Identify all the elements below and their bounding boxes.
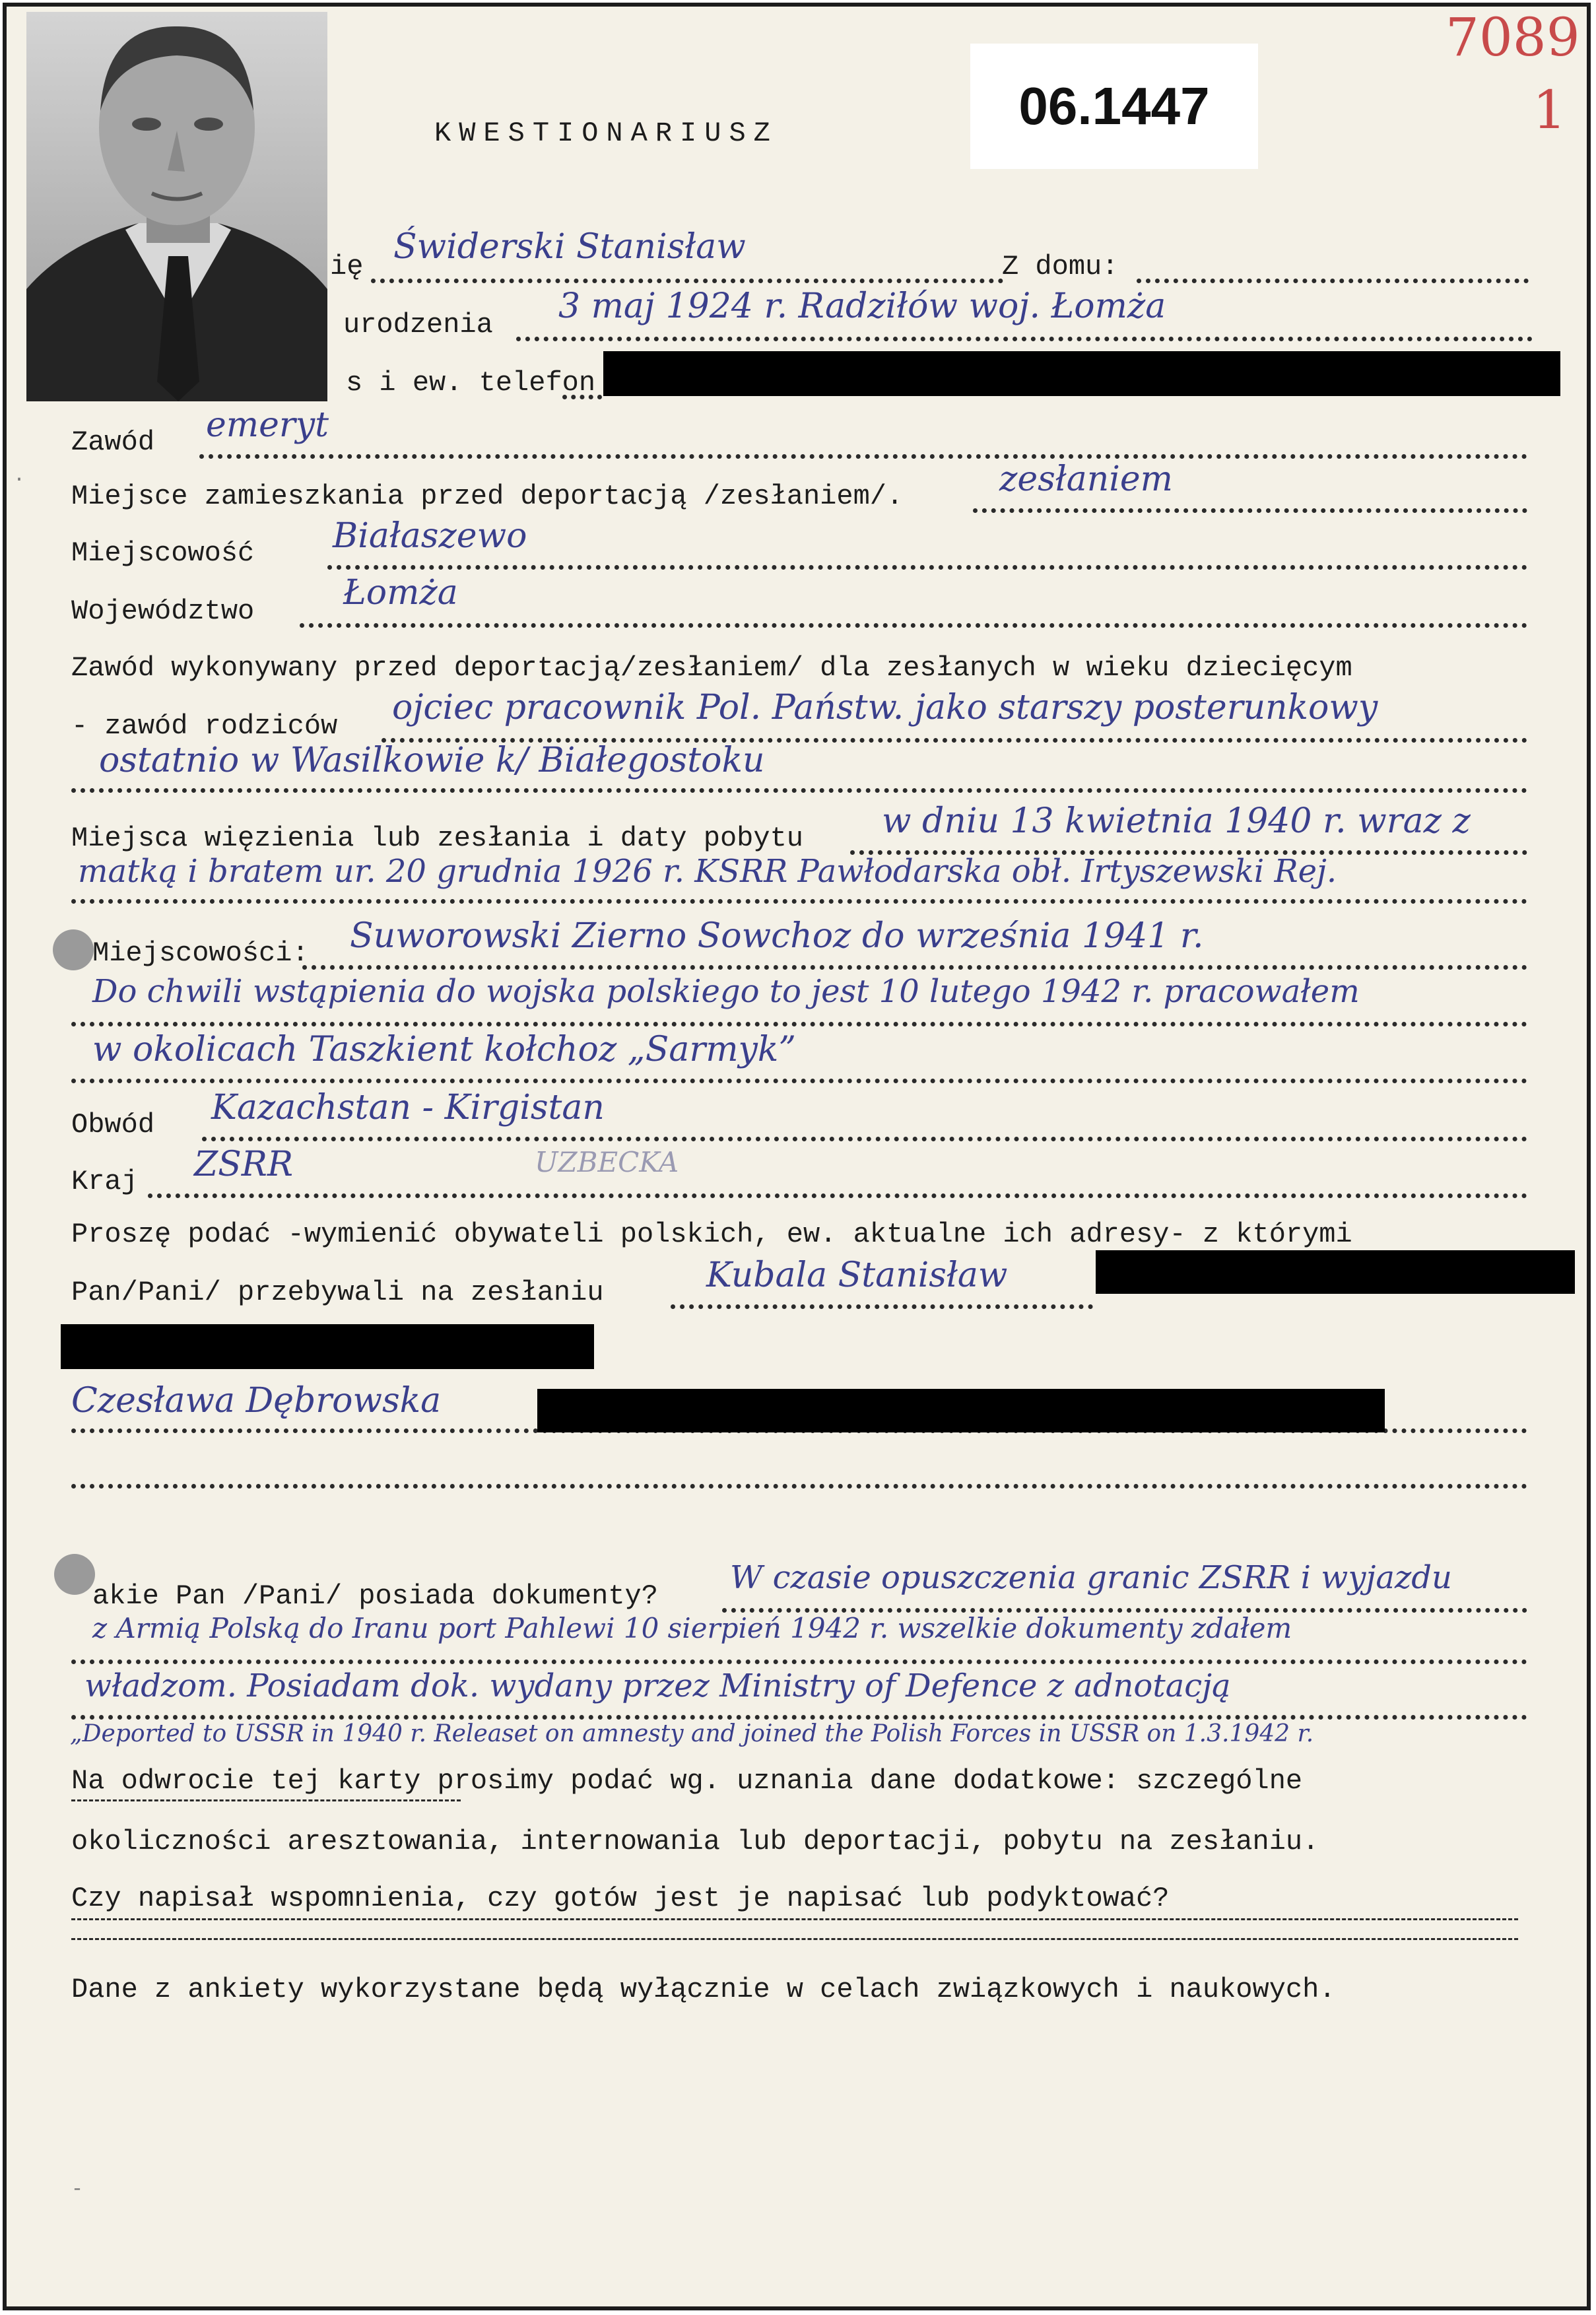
localities-dots-2: [71, 1022, 1527, 1026]
archive-number: 7089: [1446, 7, 1580, 68]
address-redaction: [603, 351, 1560, 396]
locality-value: Białaszewo: [333, 516, 527, 556]
places-dots-2: [71, 899, 1527, 904]
memoirs-dash-1: [71, 1918, 1518, 1920]
margin-mark: -: [71, 2178, 84, 2201]
documents-value-3: władzom. Posiadam dok. wydany przez Ministry of Defence z adnotacją: [84, 1667, 1231, 1704]
occupation-value-2: ostatnio w Wasilkowie k/ Białegostoku: [99, 741, 765, 780]
localities-value-1: Suworowski Zierno Sowchoz do września 1941 r.: [350, 916, 1204, 956]
residence-label: Miejsce zamieszkania przed deportacją /zesłaniem/.: [71, 481, 904, 512]
underline-dash: [71, 1799, 461, 1801]
localities-label: Miejscowości:: [92, 937, 309, 969]
profession-dots: [199, 454, 1527, 459]
companions-label: Proszę podać -wymienić obywateli polskich, ew. aktualne ich adresy- z którymi: [71, 1219, 1352, 1250]
documents-dots-3: [71, 1715, 1527, 1720]
occupation-dots-2: [71, 788, 1527, 793]
document-number-label: [970, 44, 1258, 169]
birth-label: urodzenia: [343, 309, 493, 341]
profession-label: Zawód: [71, 426, 155, 458]
address-dots: [562, 395, 602, 399]
voivodeship-label: Województwo: [71, 595, 255, 627]
name-dots: [371, 279, 1003, 283]
reverse-side-instruction-2: okoliczności aresztowania, internowania lub deportacji, pobytu na zesłaniu.: [71, 1826, 1319, 1858]
residence-dots: [973, 508, 1527, 513]
places-label: Miejsca więzienia lub zesłania i daty pobytu: [71, 822, 803, 854]
companions-dots-3: [71, 1484, 1527, 1489]
documents-value-2: z Armią Polską do Iranu port Pahlewi 10 sierpień 1942 r. wszelkie dokumenty zdałem: [92, 1612, 1292, 1644]
memoirs-dash-2: [71, 1938, 1518, 1940]
companions-label-2: Pan/Pani/ przebywali na zesłaniu: [71, 1277, 604, 1308]
localities-dots-1: [302, 965, 1527, 970]
places-value-1: w dniu 13 kwietnia 1940 r. wraz z: [882, 801, 1471, 841]
portrait-photo: [26, 12, 327, 401]
occupation-label-parents: - zawód rodziców: [71, 710, 338, 742]
maiden-name-label: Z domu:: [1002, 251, 1119, 283]
locality-label: Miejscowość: [71, 537, 255, 569]
margin-mark: ·: [13, 469, 26, 491]
occupation-label: Zawód wykonywany przed deportacją/zesłaniem/ dla zesłanych w wieku dziecięcym: [71, 652, 1352, 684]
residence-value: zesłaniem: [999, 459, 1173, 499]
birth-dots: [516, 337, 1533, 341]
page-number: 1: [1533, 79, 1566, 141]
country-note: UZBECKA: [535, 1146, 679, 1178]
form-title: KWESTIONARIUSZ: [434, 117, 778, 149]
country-value: ZSRR: [194, 1145, 294, 1184]
companion-line-redaction: [61, 1324, 594, 1369]
birth-value: 3 maj 1924 r. Radziłów woj. Łomża: [558, 286, 1166, 326]
voivodeship-dots: [300, 623, 1527, 628]
reverse-side-instruction: Na odwrocie tej karty prosimy podać wg. uznania dane dodatkowe: szczególne: [71, 1765, 1303, 1797]
country-label: Kraj: [71, 1166, 138, 1197]
documents-value-4: „Deported to USSR in 1940 r. Releaset on amnesty and joined the Polish Forces in USSR on 1.3.1942 r.: [70, 1720, 1314, 1747]
country-dots: [148, 1193, 1527, 1198]
places-value-2: matką i bratem ur. 20 grudnia 1926 r. KSRR Pawłodarska obł. Irtyszewski Rej.: [78, 853, 1337, 890]
companions-value-1: Kubala Stanisław: [706, 1256, 1008, 1295]
district-dots: [202, 1137, 1527, 1141]
footer-note: Dane z ankiety wykorzystane będą wyłącznie w celach związkowych i naukowych.: [71, 1974, 1336, 2005]
localities-value-2: Do chwili wstąpienia do wojska polskiego to jest 10 lutego 1942 r. pracowałem: [92, 973, 1360, 1010]
companions-dots-1: [671, 1304, 1093, 1309]
district-label: Obwód: [71, 1109, 155, 1141]
companions-value-2: Czesława Dębrowska: [71, 1381, 442, 1421]
locality-dots: [327, 565, 1527, 570]
address-label: s i ew. telefon: [346, 367, 596, 399]
maiden-name-dots: [1137, 279, 1529, 283]
document-number: 06.1447: [1018, 77, 1210, 135]
questionnaire-sheet: [3, 3, 1591, 2310]
name-label: ię: [330, 251, 364, 283]
documents-value-1: W czasie opuszczenia granic ZSRR i wyjazdu: [730, 1559, 1452, 1596]
punch-hole: [53, 929, 94, 970]
documents-label: akie Pan /Pani/ posiada dokumenty?: [92, 1580, 658, 1612]
companion-2-redaction: [537, 1389, 1385, 1432]
localities-value-3: w okolicach Taszkient kołchoz „Sarmyk”: [92, 1030, 796, 1069]
memoirs-question: Czy napisał wspomnienia, czy gotów jest je napisać lub podyktować?: [71, 1883, 1170, 1914]
district-value: Kazachstan - Kirgistan: [211, 1088, 605, 1127]
localities-dots-3: [71, 1079, 1527, 1083]
name-value: Świderski Stanisław: [393, 227, 746, 267]
punch-hole: [54, 1554, 95, 1595]
voivodeship-value: Łomża: [343, 573, 458, 613]
companion-address-redaction: [1096, 1250, 1575, 1294]
occupation-value-1: ojciec pracownik Pol. Państw. jako starszy posterunkowy: [392, 688, 1378, 727]
documents-dots-2: [71, 1660, 1527, 1664]
profession-value: emeryt: [206, 405, 329, 445]
